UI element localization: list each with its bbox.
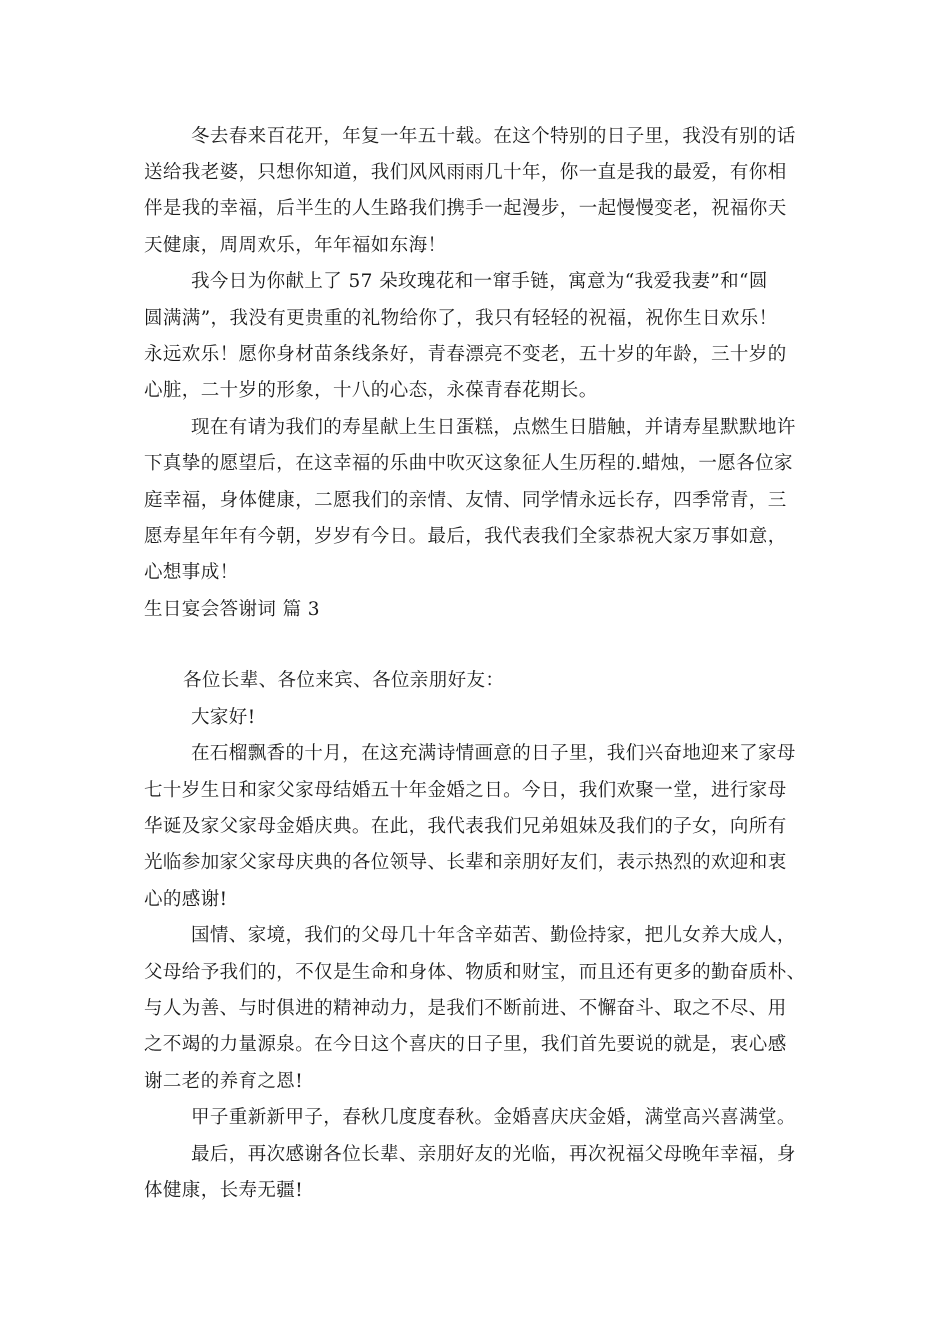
text-line: 现在有请为我们的寿星献上生日蛋糕，点燃生日腊触，并请寿星默默地许 [191,417,796,438]
text-line: 在石榴飘香的十月，在这充满诗情画意的日子里，我们兴奋地迎来了家母 [191,743,796,764]
greeting: 大家好! [191,707,256,728]
text-line: 永远欢乐！愿你身材苗条线条好，青春漂亮不变老，五十岁的年龄，三十岁的 [144,344,787,365]
text-line: 最后，再次感谢各位长辈、亲朋好友的光临，再次祝福父母晚年幸福，身 [191,1144,796,1165]
text-line: 心脏，二十岁的形象，十八的心态，永葆青春花期长。 [144,380,598,401]
text-line: 送给我老婆，只想你知道，我们风风雨雨几十年，你一直是我的最爱，有你相 [144,162,787,183]
text-line: 心想事成！ [144,562,239,583]
text-line: 甲子重新新甲子，春秋几度度春秋。金婚喜庆庆金婚，满堂高兴喜满堂。 [191,1107,796,1128]
section-heading: 生日宴会答谢词 篇 3 [144,599,320,620]
text-line: 庭幸福，身体健康，二愿我们的亲情、友情、同学情永远长存，四季常青，三 [144,490,787,511]
salutation: 各位长辈、各位来宾、各位亲朋好友： [183,670,505,691]
text-line: 下真挚的愿望后，在这幸福的乐曲中吹灭这象征人生历程的.蜡烛，一愿各位家 [144,453,793,474]
text-line: 华诞及家父家母金婚庆典。在此，我代表我们兄弟姐妹及我们的子女，向所有 [144,816,787,837]
text-line: 谢二老的养育之恩! [144,1071,304,1092]
text-line: 七十岁生日和家父家母结婚五十年金婚之日。今日，我们欢聚一堂，进行家母 [144,780,787,801]
text-line: 圆满满”，我没有更贵重的礼物给你了，我只有轻轻的祝福，祝你生日欢乐！ [144,308,778,329]
text-line: 之不竭的力量源泉。在今日这个喜庆的日子里，我们首先要说的就是，衷心感 [144,1034,787,1055]
text-line: 愿寿星年年有今朝，岁岁有今日。最后，我代表我们全家恭祝大家万事如意， [144,526,787,547]
text-line: 与人为善、与时俱进的精神动力，是我们不断前进、不懈奋斗、取之不尽、用 [144,998,787,1019]
text-line: 国情、家境，我们的父母几十年含辛茹苦、勤俭持家，把儿女养大成人， [191,925,796,946]
text-line: 冬去春来百花开，年复一年五十载。在这个特别的日子里，我没有别的话 [191,126,796,147]
text-line: 体健康，长寿无疆! [144,1180,304,1201]
text-line: 天健康，周周欢乐，年年福如东海！ [144,235,447,256]
text-line: 伴是我的幸福，后半生的人生路我们携手一起漫步，一起慢慢变老，祝福你天 [144,198,787,219]
text-line: 心的感谢! [144,889,228,910]
text-line: 光临参加家父家母庆典的各位领导、长辈和亲朋好友们，表示热烈的欢迎和衷 [144,852,787,873]
text-line: 父母给予我们的，不仅是生命和身体、物质和财宝，而且还有更多的勤奋质朴、 [144,962,806,983]
text-line: 我今日为你献上了 57 朵玫瑰花和一窜手链，寓意为“我爱我妻”和“圆 [191,271,768,292]
